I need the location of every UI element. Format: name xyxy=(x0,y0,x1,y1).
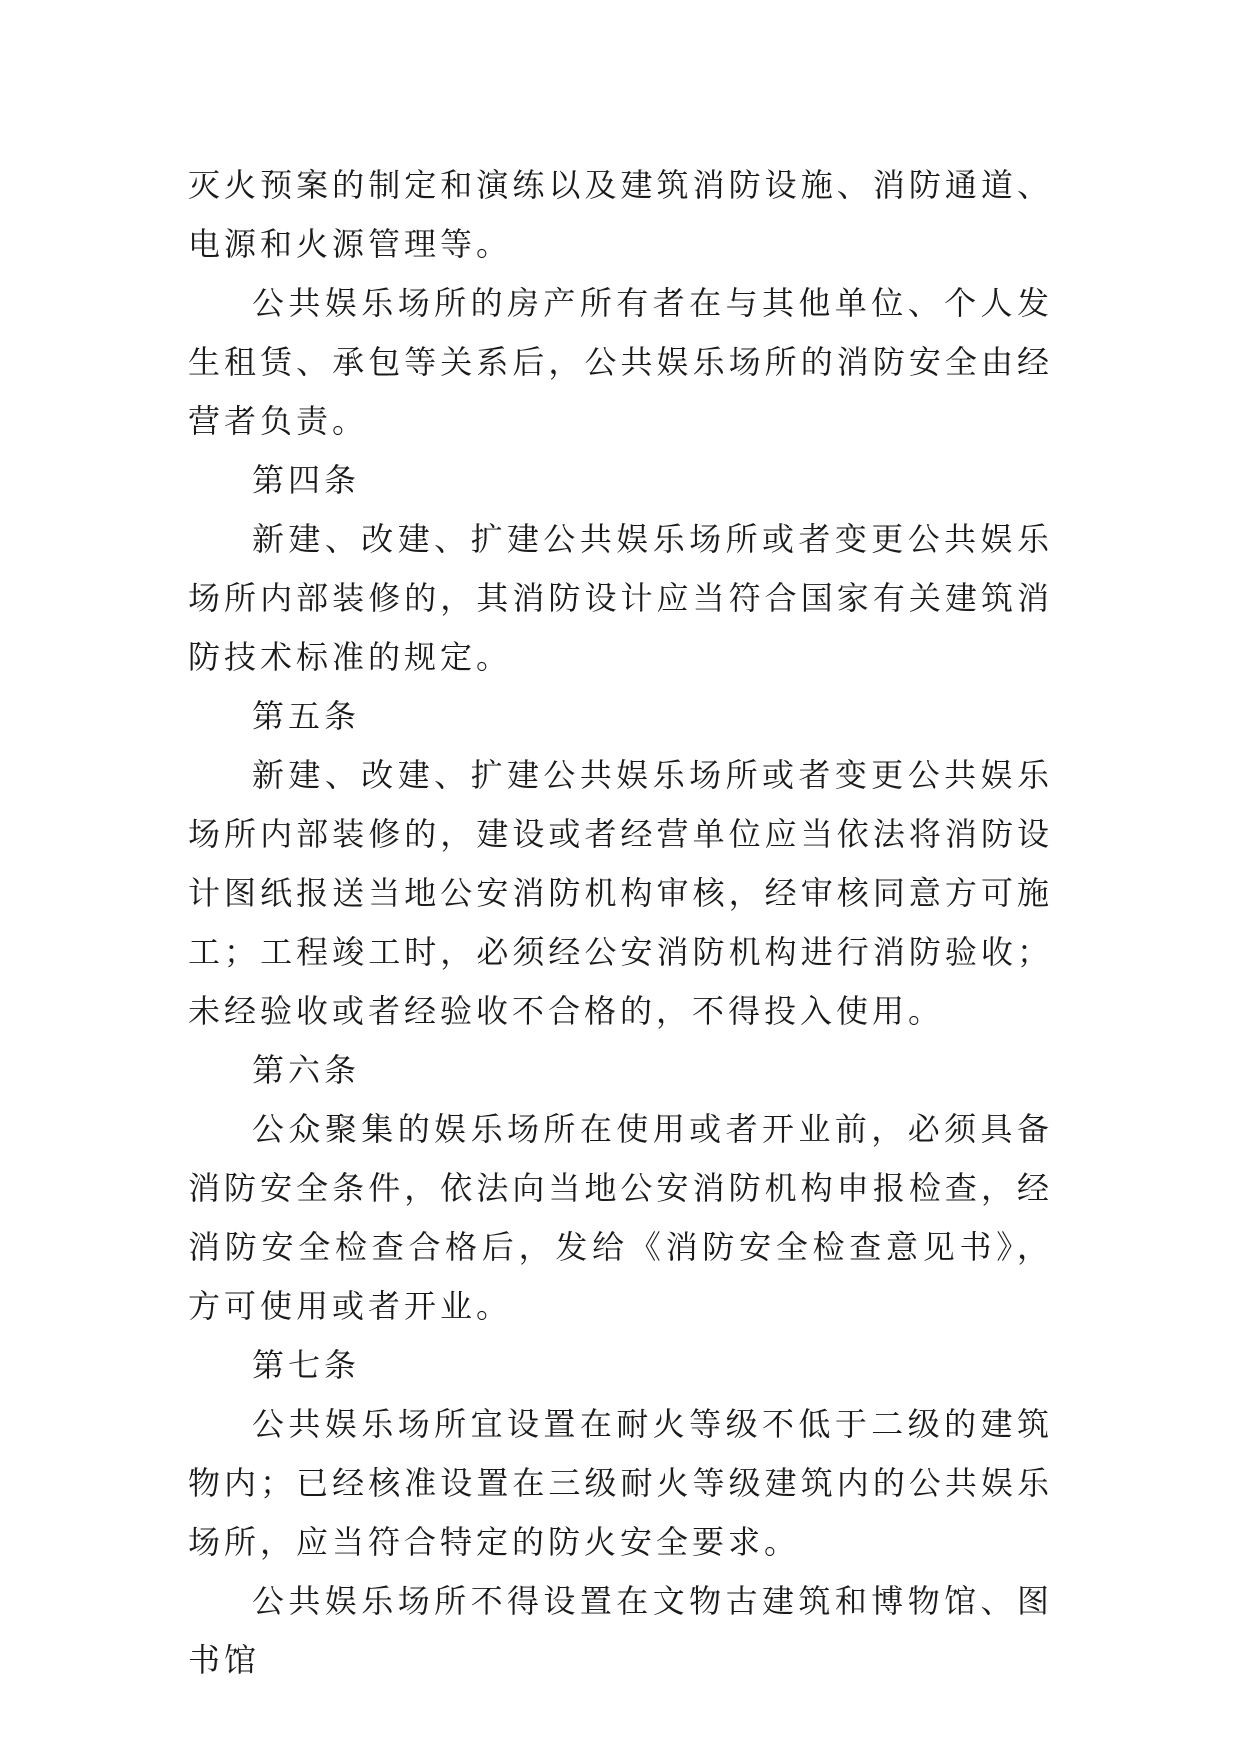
article-7-text: 公共娱乐场所宜设置在耐火等级不低于二级的建筑物内；已经核准设置在三级耐火等级建筑内的公共娱乐场所，应当符合特定的防火安全要求。 xyxy=(188,1405,1053,1561)
document-body xyxy=(188,156,1053,1690)
article-heading-6: 第六条 xyxy=(252,1051,361,1089)
article-heading-4: 第四条 xyxy=(252,461,361,499)
article-4-text: 新建、改建、扩建公共娱乐场所或者变更公共娱乐场所内部装修的，其消防设计应当符合国家有关建筑消防技术标准的规定。 xyxy=(188,520,1053,676)
article-heading-7: 第七条 xyxy=(252,1346,361,1384)
article-7-text-continued: 公共娱乐场所不得设置在文物古建筑和博物馆、图书馆 xyxy=(188,1582,1053,1679)
paragraph-lessor-responsibility: 公共娱乐场所的房产所有者在与其他单位、个人发生租赁、承包等关系后，公共娱乐场所的消防安全由经营者负责。 xyxy=(188,284,1053,440)
article-heading-5: 第五条 xyxy=(252,697,361,735)
article-5-text: 新建、改建、扩建公共娱乐场所或者变更公共娱乐场所内部装修的，建设或者经营单位应当依法将消防设计图纸报送当地公安消防机构审核，经审核同意方可施工；工程竣工时，必须经公安消防机构进行消防验收；未经验收或者经验收不合格的，不得投入使用。 xyxy=(188,756,1053,1030)
paragraph-continuation: 灭火预案的制定和演练以及建筑消防设施、消防通道、电源和火源管理等。 xyxy=(188,166,1053,263)
article-6-text: 公众聚集的娱乐场所在使用或者开业前，必须具备消防安全条件，依法向当地公安消防机构申报检查，经消防安全检查合格后，发给《消防安全检查意见书》，方可使用或者开业。 xyxy=(188,1110,1053,1325)
